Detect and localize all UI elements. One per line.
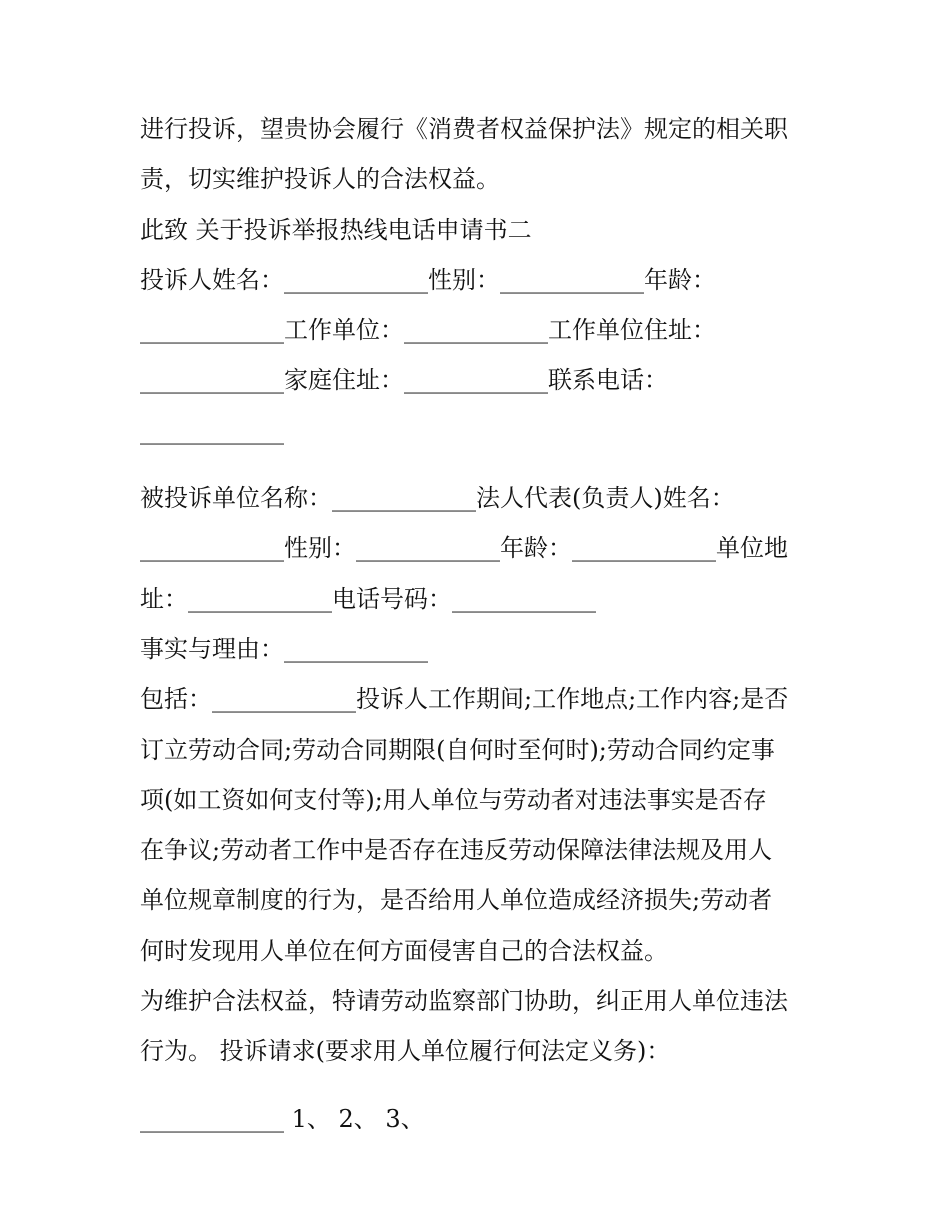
text-line-13: 订立劳动合同;劳动合同期限(自何时至何时);劳动合同约定事 (140, 735, 775, 764)
text-line-16: 单位规章制度的行为，是否给用人单位造成经济损失;劳动者 (140, 886, 773, 915)
text-line-7: ____________ (140, 416, 284, 445)
text-line-3: 此致 关于投诉举报热线电话申请书二 (140, 215, 532, 244)
text-line-4: 投诉人姓名：____________性别：____________年龄： (140, 265, 716, 294)
text-line-1: 进行投诉，望贵协会履行《消费者权益保护法》规定的相关职 (140, 115, 788, 143)
text-line-2: 责，切实维护投诉人的合法权益。 (140, 165, 500, 194)
text-line-15: 在争议;劳动者工作中是否存在违反劳动保障法律法规及用人 (140, 836, 773, 865)
text-line-5: ____________工作单位：____________工作单位住址： (140, 316, 716, 345)
text-line-8: 被投诉单位名称：____________法人代表(负责人)姓名： (140, 484, 735, 513)
document-body (140, 104, 830, 1144)
text-line-17: 何时发现用人单位在何方面侵害自己的合法权益。 (140, 936, 668, 965)
text-line-18: 为维护合法权益，特请劳动监察部门协助，纠正用人单位违法 (140, 987, 788, 1016)
text-line-19: 行为。 投诉请求(要求用人单位履行何法定义务)： (140, 1037, 671, 1066)
text-line-20: ____________ 1、 2、 3、 (140, 1104, 425, 1133)
text-line-12: 包括：____________投诉人工作期间;工作地点;工作内容;是否 (140, 685, 789, 714)
text-line-6: ____________家庭住址：____________联系电话： (140, 366, 668, 395)
text-line-11: 事实与理由：____________ (140, 634, 428, 663)
text-line-9: ____________性别：____________年龄：____________单位地 (140, 534, 788, 563)
text-line-14: 项(如工资如何支付等);用人单位与劳动者对违法事实是否存 (140, 785, 767, 814)
text-line-10: 址：____________电话号码：____________ (140, 584, 596, 613)
